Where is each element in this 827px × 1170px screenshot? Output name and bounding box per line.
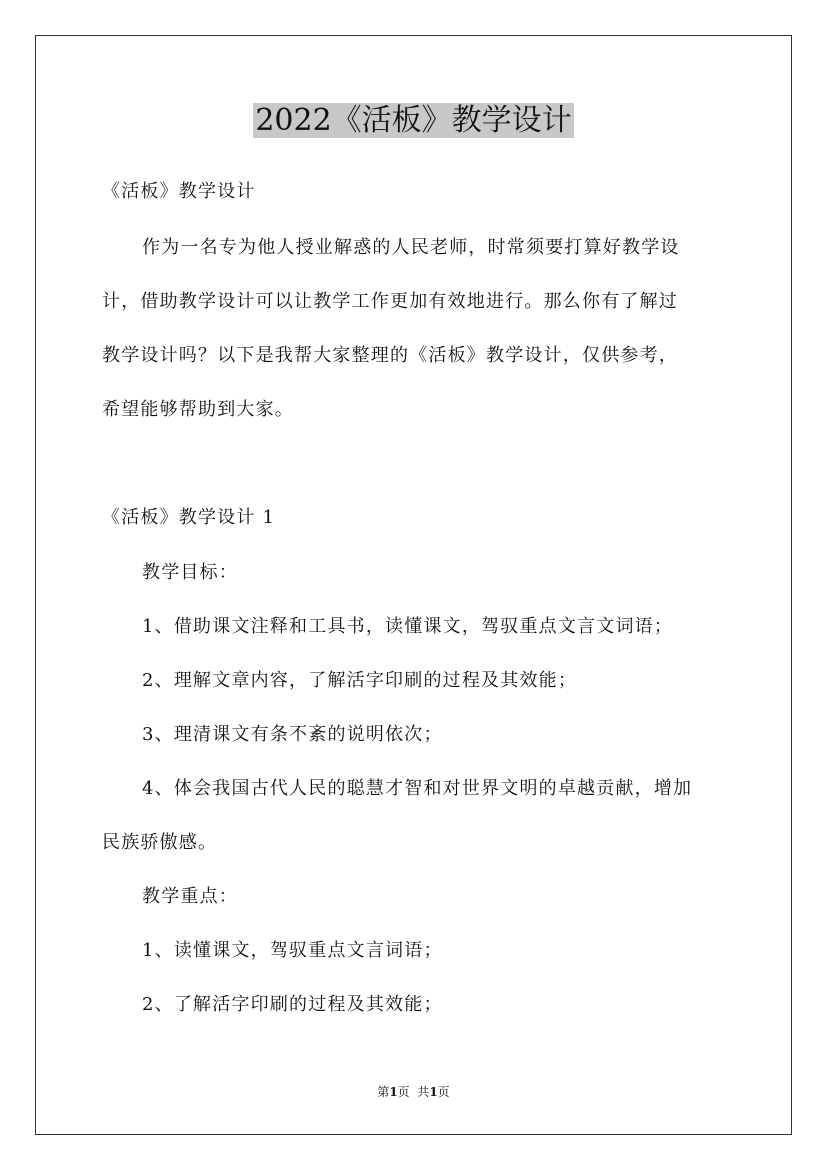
paragraph-line: 计，借助教学设计可以让教学工作更加有效地进行。那么你有了解过 [102,291,678,312]
key-point-item: 2、了解活字印刷的过程及其效能； [142,994,443,1015]
section-heading: 《活板》教学设计 [102,181,256,202]
page-total: 1 [429,1085,438,1099]
paragraph-line: 希望能够帮助到大家。 [102,399,294,420]
goal-item: 2、理解文章内容，了解活字印刷的过程及其效能； [142,670,578,691]
footer-suffix: 页 [437,1085,450,1099]
page-number: 1 [389,1085,398,1099]
footer-prefix: 第 [377,1085,390,1099]
goal-item-continued: 民族骄傲感。 [102,832,218,853]
paragraph-line: 教学设计吗？以下是我帮大家整理的《活板》教学设计，仅供参考， [102,345,678,366]
title-text: 2022《活板》教学设计 [255,103,572,138]
page-footer [0,1084,827,1100]
key-points-label: 教学重点： [142,886,238,907]
section-heading: 《活板》教学设计 1 [102,507,276,528]
goals-label: 教学目标： [142,562,238,583]
goal-item: 4、体会我国古代人民的聪慧才智和对世界文明的卓越贡献，增加 [142,778,693,799]
goal-item: 3、理清课文有条不紊的说明依次； [142,724,443,745]
goal-item: 1、借助课文注释和工具书，读懂课文，驾驭重点文言文词语； [142,616,674,637]
key-point-item: 1、读懂课文，驾驭重点文言词语； [142,940,443,961]
paragraph-line: 作为一名专为他人授业解惑的人民老师，时常须要打算好教学设 [142,237,680,258]
document-title [0,101,827,141]
footer-mid: 页 共 [397,1085,430,1099]
